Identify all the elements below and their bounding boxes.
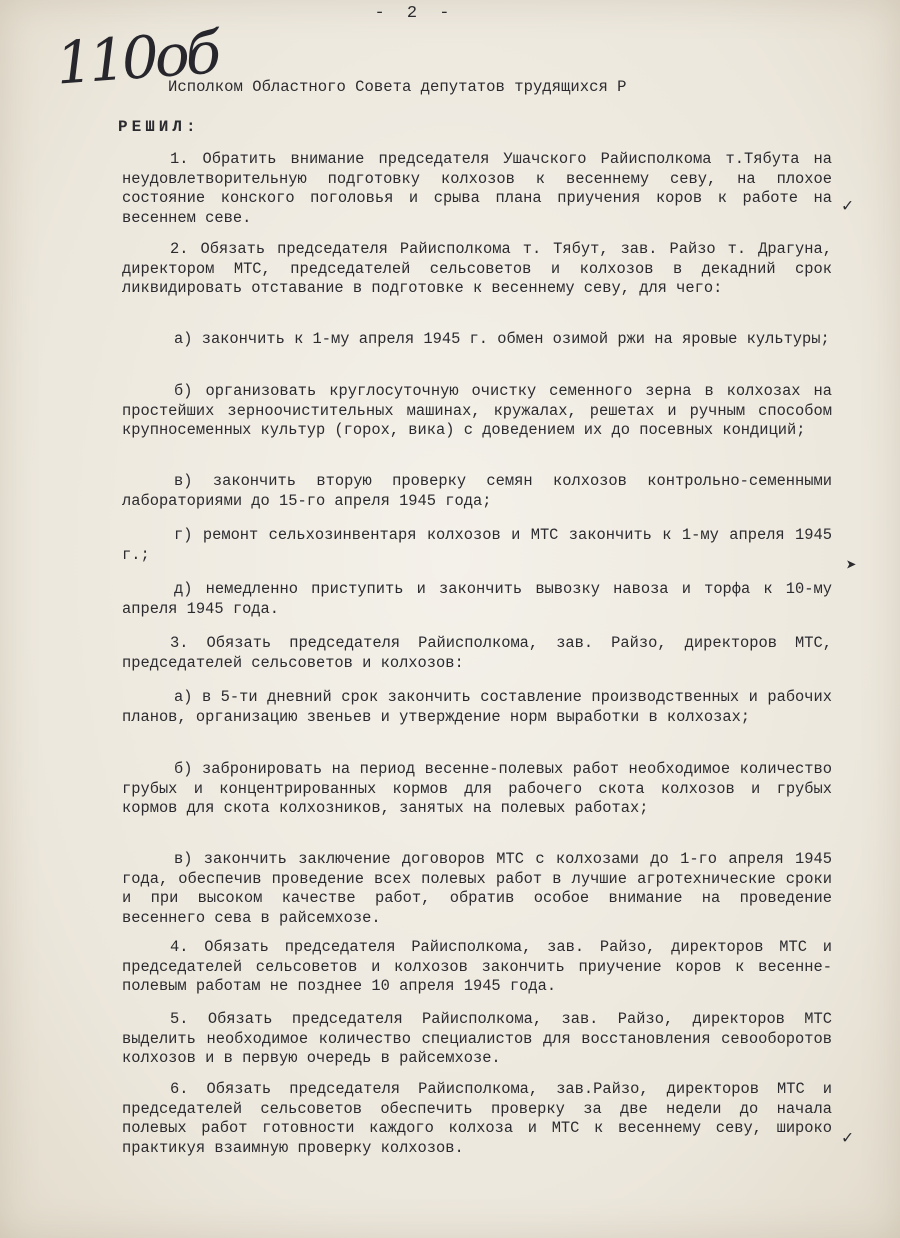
paragraph-5: 5. Обязать председателя Райисполкома, зав. Райзо, директоров МТС выделить необходимое количество специалистов для восстановления севооборотов колхозов и в первую очередь в райсемхозе. <box>122 1010 832 1067</box>
ink-tick-mark: ✓ <box>842 197 853 217</box>
paragraph-4: 4. Обязать председателя Райисполкома, зав. Райзо, директоров МТС и председателей сельсоветов и колхозов закончить приучение коров к весенне-полевым работам не позднее 10 апреля 1945 года. <box>122 938 832 995</box>
paragraph-3b: б) забронировать на период весенне-полевых работ необходимое количество грубых и концентрированных кормов для рабочего скота колхозов и грубых кормов для скота колхозников, занятых на полевых работах; <box>122 760 832 817</box>
handwritten-archive-note: 110об <box>53 18 220 98</box>
paragraph-2b: б) организовать круглосуточную очистку семенного зерна в колхозах на простейших зерноочистительных машинах, кружалах, решетах и ручным способом крупносеменных культур (горох, вика) с доведением их до посевных кондиций; <box>122 382 832 439</box>
paragraph-2a: а) закончить к 1-му апреля 1945 г. обмен озимой ржи на яровые культуры; <box>174 330 830 348</box>
ink-tick-mark: ✓ <box>842 1129 853 1149</box>
decision-heading: РЕШИЛ: <box>118 118 200 136</box>
document-header: Исполком Областного Совета депутатов трудящихся Р <box>168 78 627 96</box>
paragraph-3a: а) в 5-ти дневний срок закончить составление производственных и рабочих планов, организацию звеньев и утверждение норм выработки в колхозах; <box>122 688 832 726</box>
paragraph-2d: г) ремонт сельхозинвентаря колхозов и МТС закончить к 1-му апреля 1945 г.; <box>122 526 832 564</box>
paragraph-2c: в) закончить вторую проверку семян колхозов контрольно-семенными лабораториями до 15-го апреля 1945 года; <box>122 472 832 510</box>
paragraph-3c: в) закончить заключение договоров МТС с колхозами до 1-го апреля 1945 года, обеспечив проведение всех полевых работ в лучшие агротехнические сроки и при высоком качестве работ, обратив особое внимание на проведение весеннего сева в райсемхозе. <box>122 850 832 927</box>
page-number: - 2 - <box>374 4 456 23</box>
paragraph-2: 2. Обязать председателя Райисполкома т. Тябут, зав. Райзо т. Драгуна, директором МТС, председателей сельсоветов и колхозов в декадний срок ликвидировать отставание в подготовке к весеннему севу, для чего: <box>122 240 832 297</box>
ink-arrow-mark: ➤ <box>846 557 857 577</box>
paragraph-3: 3. Обязать председателя Райисполкома, зав. Райзо, директоров МТС, председателей сельсоветов и колхозов: <box>122 634 832 672</box>
paragraph-1: 1. Обратить внимание председателя Ушачского Райисполкома т.Тябута на неудовлетворительную подготовку колхозов к весеннему севу, на плохое состояние конского поголовья и срыва плана приучения коров к работе на весеннем севе. <box>122 150 832 227</box>
paragraph-6: 6. Обязать председателя Райисполкома, зав.Райзо, директоров МТС и председателей сельсоветов обеспечить проверку за две недели до начала полевых работ готовности каждого колхоза и МТС к весеннему севу, широко практикуя взаимную проверку колхозов. <box>122 1080 832 1157</box>
paragraph-2e: д) немедленно приступить и закончить вывозку навоза и торфа к 10-му апреля 1945 года. <box>122 580 832 618</box>
